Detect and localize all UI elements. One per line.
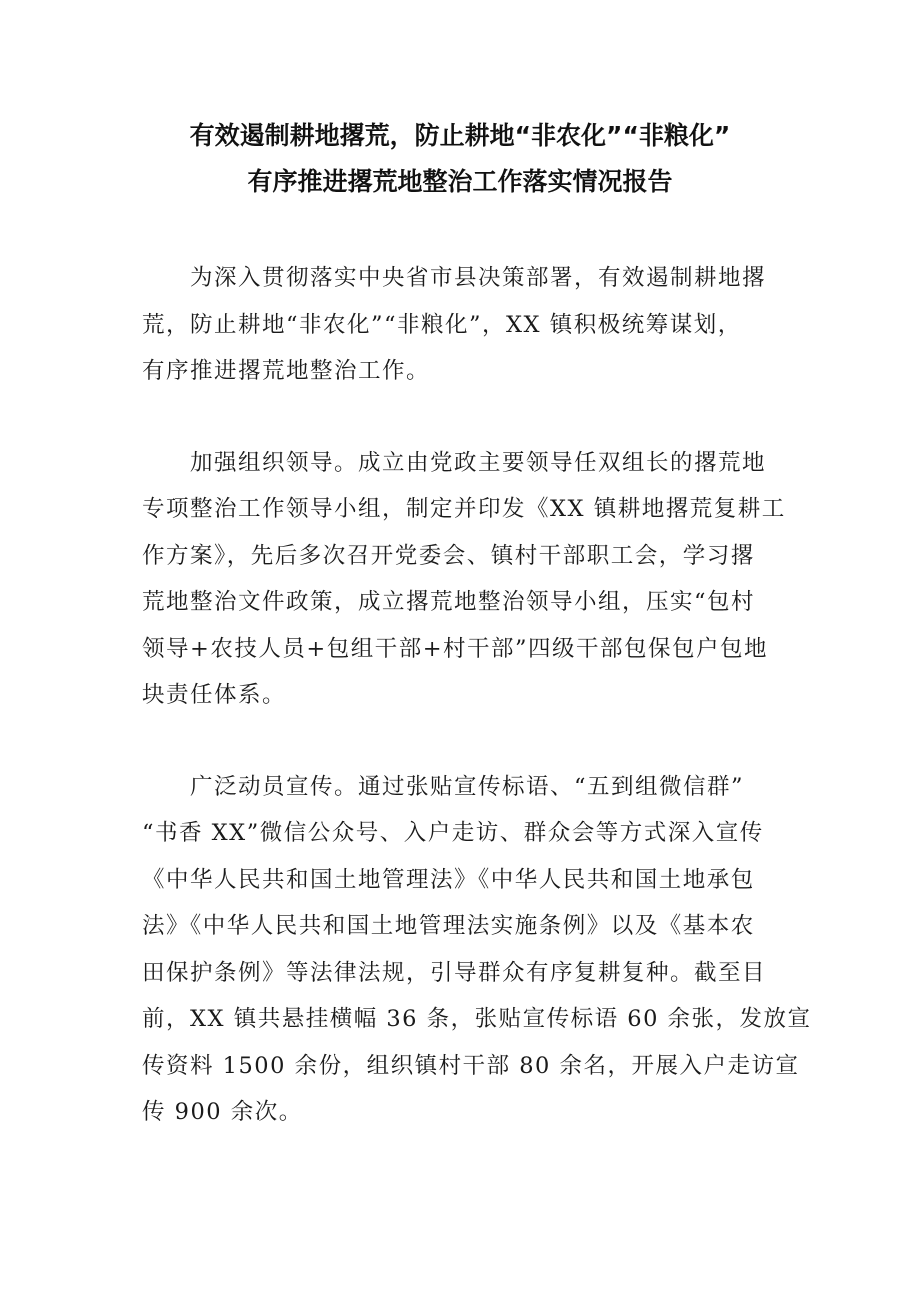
- paragraph-line: 有序推进撂荒地整治工作。: [142, 358, 431, 384]
- title-line-2: 有序推进撂荒地整治工作落实情况报告: [247, 167, 673, 196]
- paragraph-line: 荒地整治文件政策，成立撂荒地整治领导小组，压实“包村: [142, 589, 756, 615]
- paragraph-line: 前，XX 镇共悬挂横幅 36 条，张贴宣传标语 60 余张，发放宣: [142, 1006, 812, 1032]
- paragraph-line: 荒，防止耕地“非农化”“非粮化”，XX 镇积极统筹谋划，: [142, 311, 742, 338]
- title-line-1: 有效遏制耕地撂荒，防止耕地“非农化”“非粮化”: [189, 121, 731, 150]
- paragraph-line: 块责任体系。: [142, 682, 287, 708]
- paragraph-line: 专项整治工作领导小组，制定并印发《XX 镇耕地撂荒复耕工: [142, 496, 786, 522]
- paragraph-line: 领导+农技人员+包组干部+村干部”四级干部包保包户包地: [142, 635, 769, 662]
- paragraph-line: 传资料 1500 余份，组织镇村干部 80 余名，开展入户走访宣: [142, 1052, 800, 1079]
- paragraph-line: 法》《中华人民共和国土地管理法实施条例》以及《基本农: [142, 913, 755, 939]
- paragraph-organization: [142, 440, 787, 719]
- paragraph-line: 广泛动员宣传。通过张贴宣传标语、“五到组微信群”: [190, 773, 745, 800]
- paragraph-line: 《中华人民共和国土地管理法》《中华人民共和国土地承包: [142, 866, 755, 893]
- paragraph-line: 传 900 余次。: [142, 1099, 303, 1125]
- document-body: [142, 255, 812, 1181]
- paragraph-publicity: [142, 764, 812, 1136]
- paragraph-line: 为深入贯彻落实中央省市县决策部署，有效遏制耕地撂: [190, 265, 767, 291]
- paragraph-line: 田保护条例》等法律法规，引导群众有序复耕复种。截至目: [142, 959, 767, 986]
- paragraph-line: 作方案》，先后多次召开党委会、镇村干部职工会，学习撂: [142, 542, 755, 569]
- paragraph-line: “书香 XX”微信公众号、入户走访、群众会等方式深入宣传: [142, 820, 764, 846]
- paragraph-line: 加强组织领导。成立由党政主要领导任双组长的撂荒地: [190, 449, 767, 476]
- paragraph-intro: [142, 255, 787, 395]
- document-title: [120, 113, 800, 205]
